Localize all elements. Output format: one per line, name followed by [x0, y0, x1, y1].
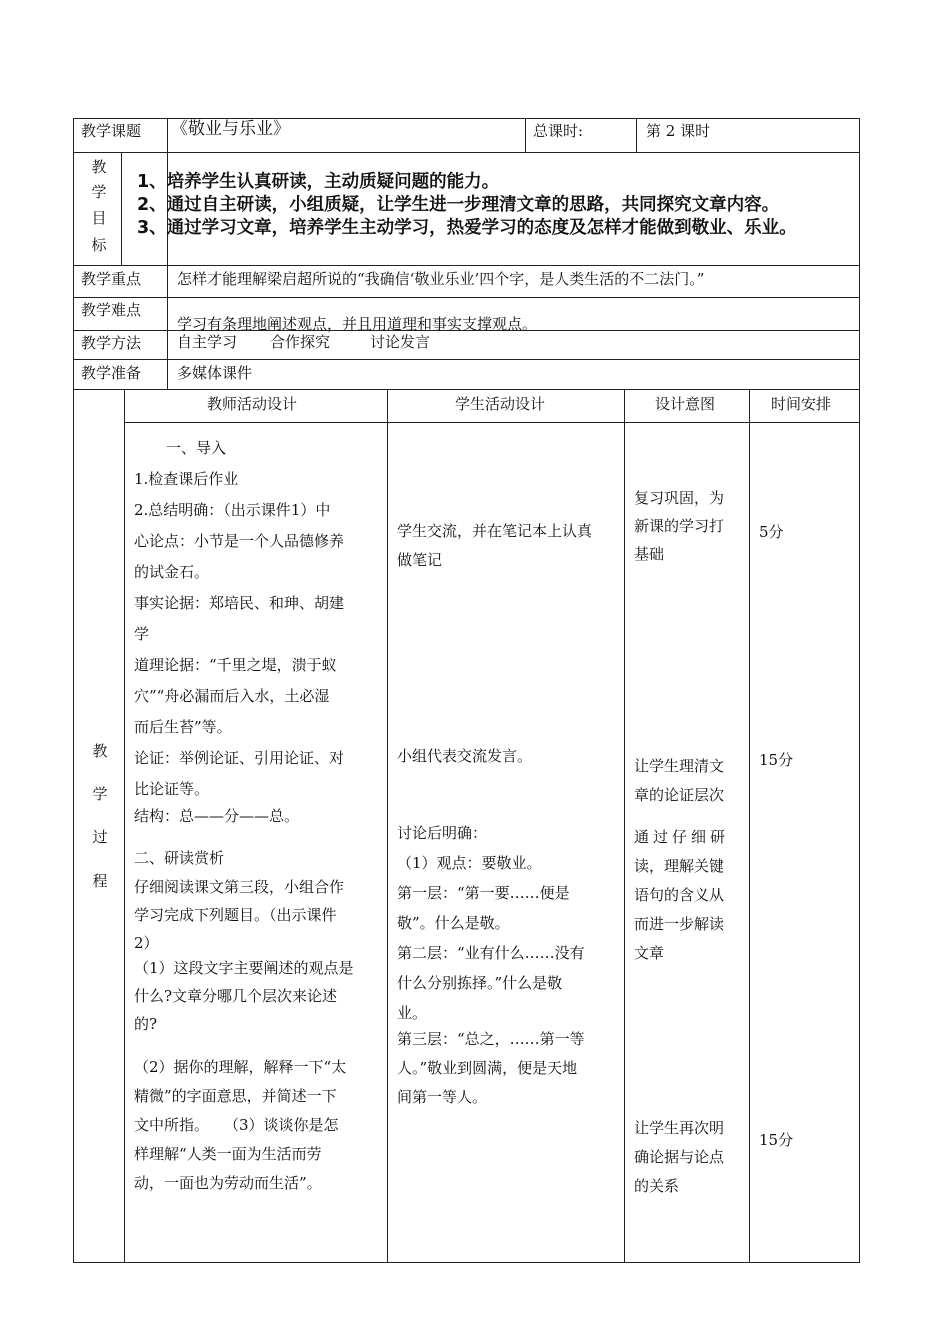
- time-3: 15分: [759, 1131, 794, 1149]
- intent-3: [634, 823, 729, 968]
- student-activity-3-title: 讨论后明确：: [397, 824, 488, 842]
- teacher-line: 论证：举例论证、引用论证、对: [134, 749, 345, 767]
- student-line: 学生交流，并在笔记本上认真: [397, 522, 593, 540]
- teacher-line: 学: [134, 625, 150, 643]
- student-activity-2: 小组代表交流发言。: [397, 747, 533, 765]
- method-label: 教学方法: [81, 334, 142, 352]
- rule-process-label: [124, 389, 125, 1263]
- rule-after-topic: [73, 152, 860, 153]
- teacher-line: 什么?文章分哪几个层次来论述: [134, 987, 338, 1005]
- rule-student-intent: [624, 389, 625, 1263]
- prep-label: 教学准备: [81, 364, 142, 382]
- col-header-time: 时间安排: [771, 395, 832, 413]
- method-value-2: 合作探究: [270, 333, 331, 351]
- teacher-line: 样理解“人类一面为生活而劳: [134, 1145, 322, 1163]
- teacher-structure: 结构：总——分——总。: [134, 807, 300, 825]
- student-line: 间第一等人。: [397, 1088, 488, 1106]
- intent-line: 复习巩固，为: [634, 489, 725, 507]
- teacher-line: 文中所指。 （3）谈谈你是怎: [134, 1116, 339, 1134]
- teacher-line: 2.总结明确：（出示课件1）中: [134, 501, 331, 519]
- col-header-teacher: 教师活动设计: [207, 395, 298, 413]
- method-value-3: 讨论发言: [370, 333, 431, 351]
- intent-line: 让学生理清文: [634, 757, 725, 775]
- student-line: 什么分别拣择。”什么是敬: [397, 974, 563, 992]
- process-label-char-2: 学: [92, 785, 108, 803]
- teacher-line: 精微”的字面意思，并简述一下: [134, 1087, 337, 1105]
- rule-after-keypoint: [73, 297, 860, 298]
- rule-left: [73, 118, 74, 1263]
- teacher-line: 的?: [134, 1015, 158, 1033]
- process-label-char-1: 教: [92, 742, 108, 760]
- col-header-student: 学生活动设计: [455, 395, 546, 413]
- teacher-line: 穴”“舟必漏而后入水，土必湿: [134, 687, 330, 705]
- process-label-char-4: 程: [92, 872, 108, 890]
- teacher-line: 道理论据：“千里之堤，溃于蚁: [134, 656, 337, 674]
- student-activity-3: [397, 848, 585, 1028]
- objectives-label-char-3: 目: [91, 209, 107, 227]
- rule-topic-split: [525, 118, 526, 152]
- objective-item-2: 2、通过自主研读，小组质疑，让学生进一步理清文章的思路，共同探究文章内容。: [137, 195, 780, 215]
- intent-line: 通过仔细研: [634, 828, 730, 846]
- intent-2: [634, 752, 724, 810]
- intent-1: [634, 484, 724, 568]
- rule-intent-time: [749, 389, 750, 1263]
- intent-line: 语句的含义从: [634, 886, 725, 904]
- difficulty-label: 教学难点: [81, 301, 142, 319]
- rule-label-col: [167, 118, 168, 389]
- topic-value: 《敬业与乐业》: [171, 119, 290, 139]
- intent-line: 章的论证层次: [634, 786, 725, 804]
- time-1: 5分: [759, 523, 784, 541]
- hours-value: 第 2 课时: [646, 122, 711, 140]
- prep-value: 多媒体课件: [177, 364, 253, 382]
- objectives-label-char-4: 标: [91, 236, 107, 254]
- teacher-line: 一、导入: [166, 439, 227, 457]
- intent-line: 读，理解关键: [634, 857, 725, 875]
- teacher-line: 事实论据：郑培民、和珅、胡建: [134, 594, 345, 612]
- teacher-part2-title: 二、研读赏析: [134, 849, 225, 867]
- teacher-line: （2）据你的理解，解释一下“太: [134, 1058, 347, 1076]
- time-2: 15分: [759, 751, 794, 769]
- objective-item-1: 1、培养学生认真研读，主动质疑问题的能力。: [137, 172, 500, 192]
- keypoint-value: 怎样才能理解梁启超所说的“我确信‘敬业乐业’四个字，是人类生活的不二法门。”: [177, 270, 705, 288]
- teacher-line: 1.检查课后作业: [134, 470, 239, 488]
- teacher-part2: [134, 873, 344, 957]
- teacher-line: 动，一面也为劳动而生活”。: [134, 1174, 322, 1192]
- student-line: 做笔记: [397, 551, 443, 569]
- difficulty-value: 学习有条理地阐述观点，并且用道理和事实支撑观点。: [177, 315, 538, 333]
- teacher-line: 而后生苔”等。: [134, 718, 232, 736]
- intent-line: 让学生再次明: [634, 1119, 725, 1137]
- intent-line: 新课的学习打: [634, 517, 725, 535]
- teacher-line: 仔细阅读课文第三段，小组合作: [134, 878, 345, 896]
- col-header-intent: 设计意图: [655, 395, 716, 413]
- rule-right: [859, 118, 860, 1263]
- teacher-question-2: [134, 1053, 346, 1198]
- rule-after-prep: [73, 389, 860, 390]
- rule-after-method: [73, 359, 860, 360]
- intent-line: 基础: [634, 545, 665, 563]
- rule-hours-split: [636, 118, 637, 152]
- student-line: 第二层：“业有什么……没有: [397, 944, 585, 962]
- hours-label: 总课时:: [533, 122, 584, 140]
- student-line: 业。: [397, 1004, 428, 1022]
- teacher-line: 比论证等。: [134, 780, 210, 798]
- objectives-label-char-1: 教: [91, 158, 107, 176]
- objective-item-3: 3、通过学习文章，培养学生主动学习，热爱学习的态度及怎样才能做到敬业、乐业。: [137, 218, 797, 238]
- intent-line: 的关系: [634, 1177, 680, 1195]
- teacher-line: 2）: [134, 934, 159, 952]
- intent-4: [634, 1114, 724, 1201]
- teacher-question-1: [134, 954, 354, 1038]
- teacher-line: 学习完成下列题目。（出示课件: [134, 906, 337, 924]
- intent-line: 而进一步解读: [634, 915, 725, 933]
- objectives-label-char-2: 学: [91, 183, 107, 201]
- process-label-char-3: 过: [92, 828, 108, 846]
- student-line: 第一层：“第一要……便是: [397, 884, 570, 902]
- keypoint-label: 教学重点: [81, 270, 142, 288]
- student-line: 人。”敬业到圆满，便是天地: [397, 1059, 578, 1077]
- rule-label-col-obj: [121, 152, 122, 265]
- rule-after-objectives: [73, 265, 860, 266]
- teacher-line: 的试金石。: [134, 563, 210, 581]
- method-value-1: 自主学习: [177, 333, 238, 351]
- teacher-line: 心论点：小节是一个人品德修养: [134, 532, 345, 550]
- intent-line: 文章: [634, 944, 665, 962]
- student-line: 第三层：“总之，……第一等: [397, 1030, 585, 1048]
- student-line: 敬”。什么是敬。: [397, 914, 510, 932]
- teacher-line: （1）这段文字主要阐述的观点是: [134, 959, 354, 977]
- student-activity-1: [397, 517, 592, 575]
- rule-bottom: [73, 1262, 860, 1263]
- student-line: （1）观点：要敬业。: [397, 854, 542, 872]
- teacher-part1: [134, 433, 344, 805]
- rule-teacher-student: [387, 389, 388, 1263]
- topic-label: 教学课题: [81, 122, 142, 140]
- intent-line: 确论据与论点: [634, 1148, 725, 1166]
- student-activity-4: [397, 1025, 585, 1112]
